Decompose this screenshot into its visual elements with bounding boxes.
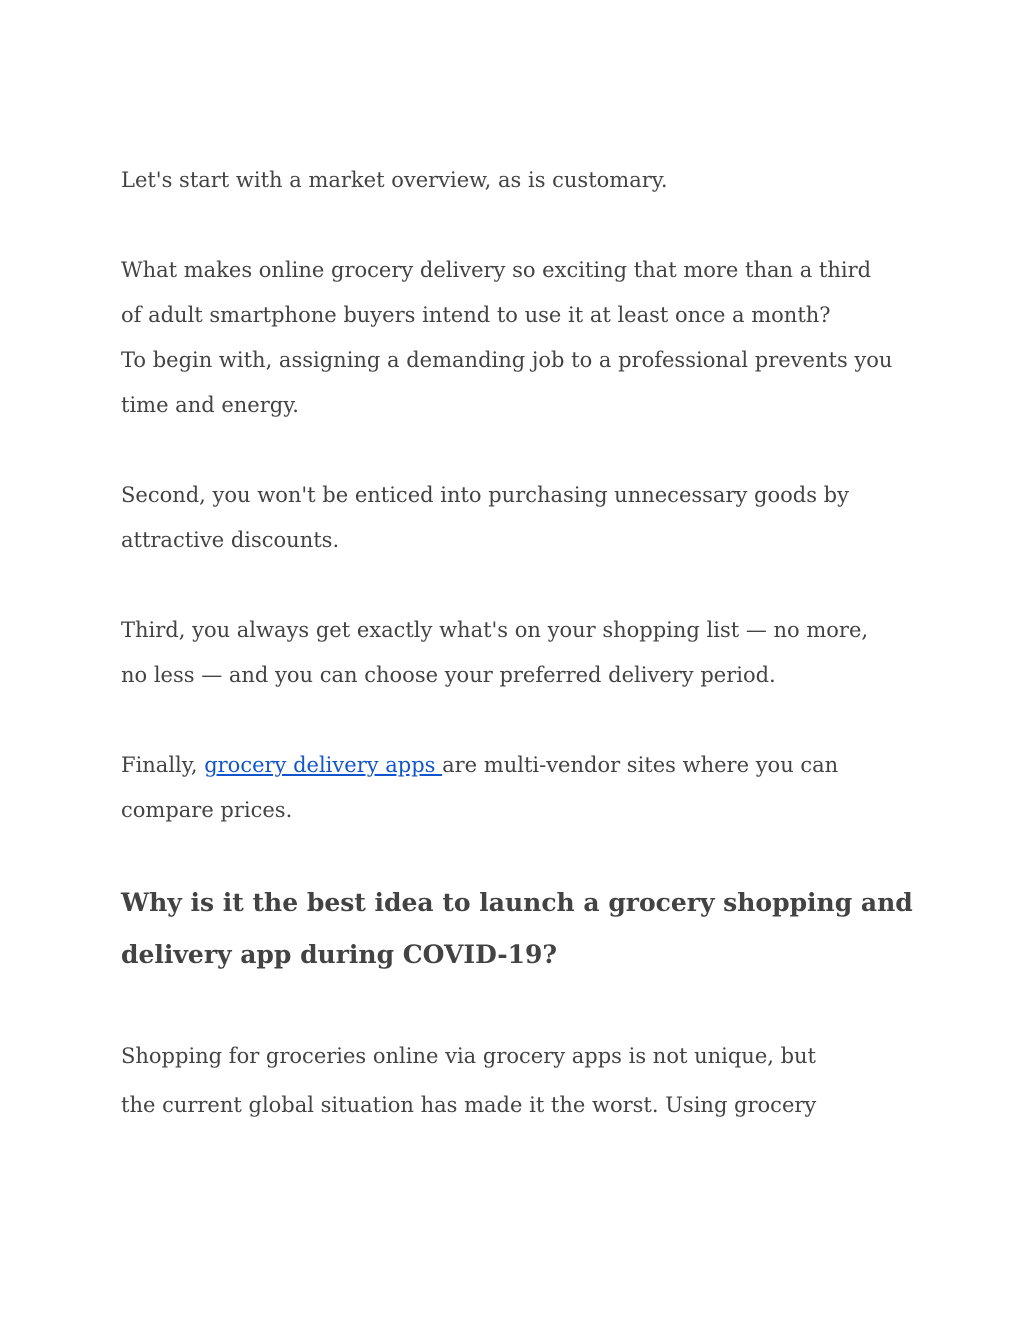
finally-prefix: Finally, <box>121 753 205 777</box>
paragraph-line: Let's start with a market overview, as is customary. <box>121 168 668 192</box>
grocery-delivery-apps-link[interactable]: grocery delivery apps <box>204 753 443 777</box>
paragraph-line: time and energy. <box>121 393 299 417</box>
paragraph-line <box>121 743 838 788</box>
heading-line: delivery app during COVID-19? <box>121 940 558 969</box>
paragraph-line: attractive discounts. <box>121 528 340 552</box>
paragraph-finally <box>121 743 838 833</box>
paragraph-line: compare prices. <box>121 798 293 822</box>
paragraph-line: To begin with, assigning a demanding job to a professional prevents you <box>121 348 893 372</box>
section-heading <box>121 877 913 981</box>
paragraph-shopping <box>121 1032 816 1130</box>
paragraph-second <box>121 473 849 563</box>
paragraph-line: Second, you won't be enticed into purchasing unnecessary goods by <box>121 483 849 507</box>
paragraph-line: Shopping for groceries online via grocery apps is not unique, but <box>121 1044 816 1068</box>
finally-suffix: are multi-vendor sites where you can <box>442 753 839 777</box>
paragraph-line: What makes online grocery delivery so exciting that more than a third <box>121 258 872 282</box>
heading-line: Why is it the best idea to launch a grocery shopping and <box>121 888 913 917</box>
paragraph-intro <box>121 158 668 203</box>
paragraph-line: of adult smartphone buyers intend to use it at least once a month? <box>121 303 831 327</box>
paragraph-third <box>121 608 868 698</box>
paragraph-line: Third, you always get exactly what's on your shopping list — no more, <box>121 618 869 642</box>
paragraph-line: no less — and you can choose your preferred delivery period. <box>121 663 776 687</box>
paragraph-line: the current global situation has made it the worst. Using grocery <box>121 1093 817 1117</box>
paragraph-why-exciting <box>121 248 892 428</box>
